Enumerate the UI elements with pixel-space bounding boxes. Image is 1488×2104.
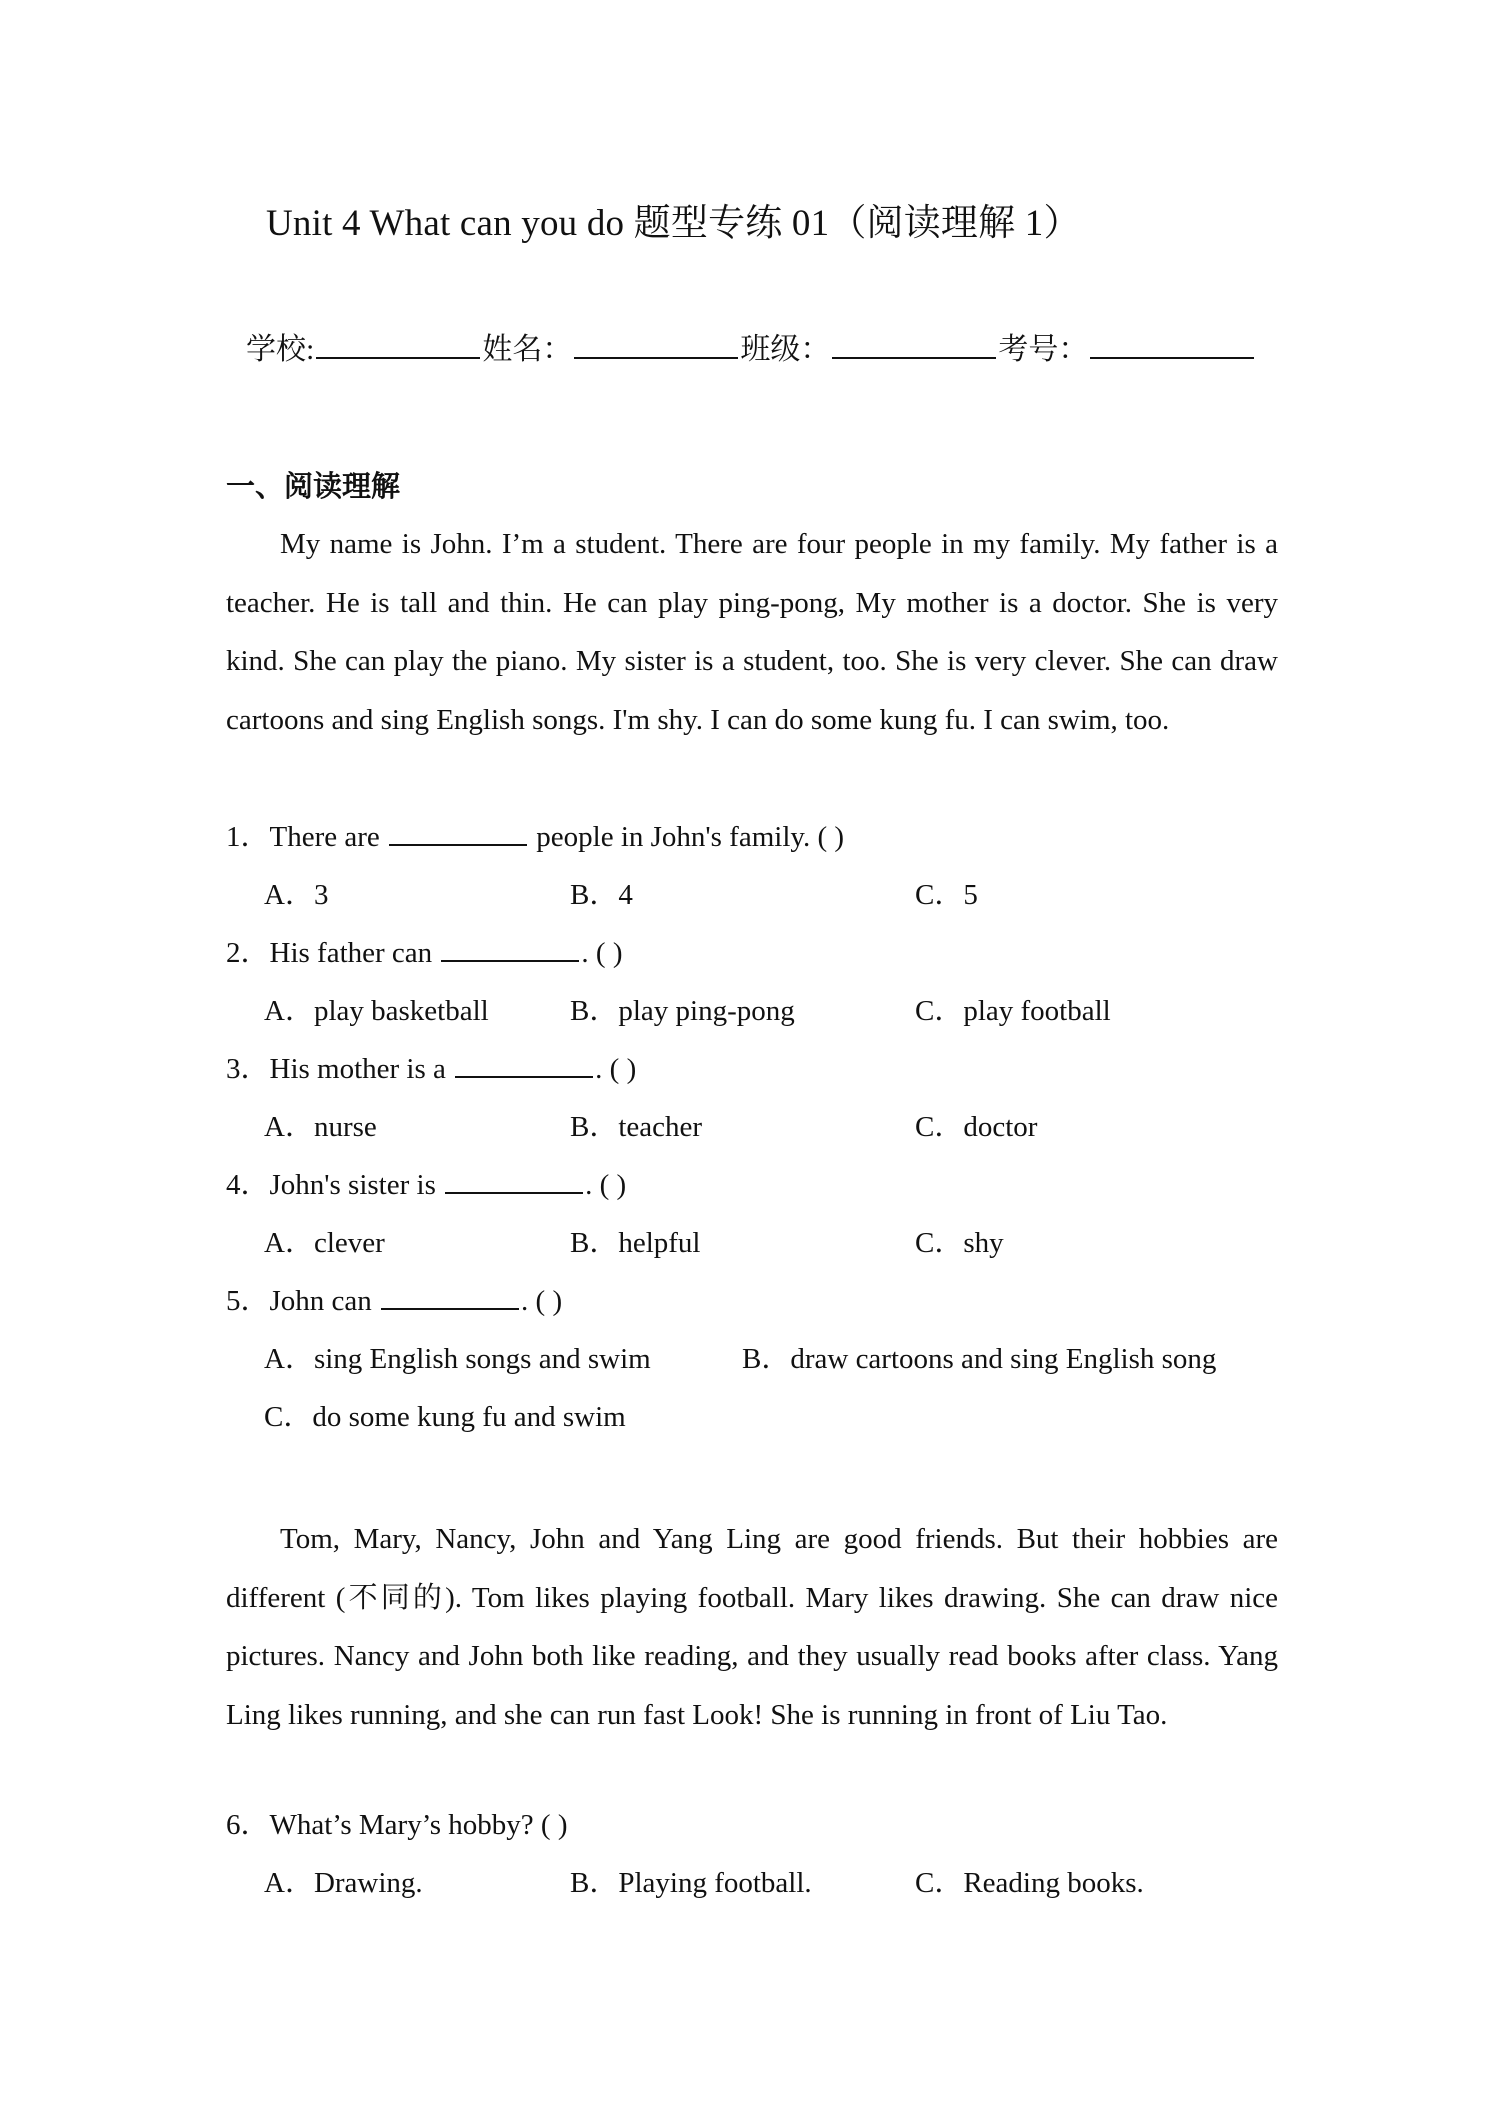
question-2-option-c[interactable]: C．play football	[915, 995, 1111, 1027]
question-text: 4．John's sister is	[226, 1169, 444, 1201]
class-label: 班级：	[740, 333, 831, 366]
name-blank[interactable]	[574, 333, 738, 359]
section-heading: 一、阅读理解	[226, 469, 401, 503]
question-6-option-b[interactable]: B．Playing football.	[570, 1867, 812, 1899]
question-3-option-c[interactable]: C．doctor	[915, 1111, 1038, 1143]
question-1	[226, 814, 844, 855]
school-label: 学校:	[246, 333, 315, 366]
answer-blank	[455, 1054, 593, 1078]
question-6-option-a[interactable]: A．Drawing.	[264, 1867, 423, 1899]
question-text-end: people in John's family. ( )	[529, 821, 845, 853]
question-1-option-a[interactable]: A．3	[264, 879, 329, 911]
exam-number-blank[interactable]	[1090, 333, 1254, 359]
question-text: 5．John can	[226, 1285, 380, 1317]
reading-passage-2: Tom, Mary, Nancy, John and Yang Ling are good friends. But their hobbies are different (不同的). Tom likes playing football. Mary likes drawing. She can draw nice pictures. Nancy and John both like reading, and they usually read books after class. Yang Ling likes running, and she can run fast Look! She is running in front of Liu Tao.	[226, 1523, 1278, 1731]
question-5-option-c[interactable]: C．do some kung fu and swim	[264, 1401, 626, 1433]
question-4-option-b[interactable]: B．helpful	[570, 1227, 701, 1259]
question-text: 1．There are	[226, 821, 388, 853]
question-2	[226, 930, 622, 971]
question-3-option-a[interactable]: A．nurse	[264, 1111, 377, 1143]
exam-number-label: 考号：	[998, 333, 1089, 366]
question-1-option-b[interactable]: B．4	[570, 879, 633, 911]
answer-blank	[441, 938, 579, 962]
question-5-option-b[interactable]: B．draw cartoons and sing English song	[742, 1343, 1217, 1375]
question-3	[226, 1046, 636, 1087]
student-info-line	[246, 324, 1256, 368]
question-text-end: . ( )	[521, 1285, 563, 1317]
question-text-end: . ( )	[585, 1169, 627, 1201]
reading-passage-1: My name is John. I’m a student. There are four people in my family. My father is a teacher. He is tall and thin. He can play ping-pong, My mother is a doctor. She is very kind. She can play the piano. My sister is a student, too. She is very clever. She can draw cartoons and sing English songs. I'm shy. I can do some kung fu. I can swim, too.	[226, 528, 1278, 736]
question-text: 2．His father can	[226, 937, 440, 969]
question-3-option-b[interactable]: B．teacher	[570, 1111, 703, 1143]
question-6: 6．What’s Mary’s hobby? ( )	[226, 1809, 568, 1841]
question-5-option-a[interactable]: A．sing English songs and swim	[264, 1343, 651, 1375]
answer-blank	[389, 822, 527, 846]
answer-blank	[445, 1170, 583, 1194]
question-4-option-a[interactable]: A．clever	[264, 1227, 385, 1259]
question-2-option-b[interactable]: B．play ping-pong	[570, 995, 795, 1027]
question-6-option-c[interactable]: C．Reading books.	[915, 1867, 1144, 1899]
school-blank[interactable]	[316, 333, 480, 359]
class-blank[interactable]	[832, 333, 996, 359]
question-4	[226, 1162, 626, 1203]
answer-blank	[381, 1286, 519, 1310]
question-1-option-c[interactable]: C．5	[915, 879, 978, 911]
question-text: 3．His mother is a	[226, 1053, 454, 1085]
worksheet-title: Unit 4 What can you do 题型专练 01（阅读理解 1）	[266, 203, 1081, 244]
question-text-end: . ( )	[595, 1053, 637, 1085]
name-label: 姓名：	[482, 333, 573, 366]
question-text-end: . ( )	[581, 937, 623, 969]
question-5	[226, 1278, 562, 1319]
question-2-option-a[interactable]: A．play basketball	[264, 995, 489, 1027]
question-4-option-c[interactable]: C．shy	[915, 1227, 1004, 1259]
